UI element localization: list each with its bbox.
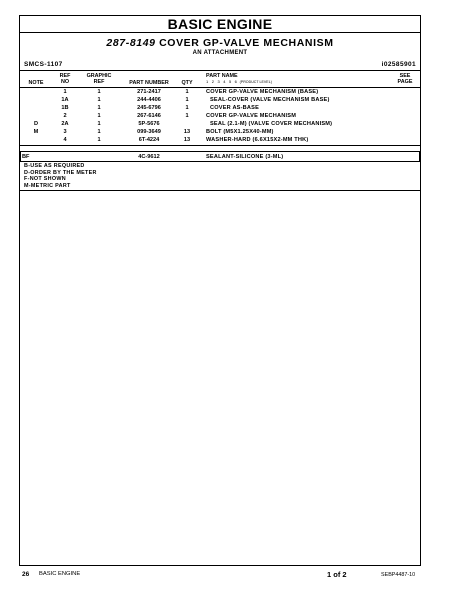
col-level-digits: 1 2 3 4 5 6 [206,79,239,84]
table-row [20,96,420,104]
col-see-line1: SEE [399,73,411,79]
col-see-line2: PAGE [397,79,413,85]
table-row [20,104,420,112]
row-qty: 1 [185,105,189,111]
row-part-name: BOLT (M5X1.25X40-MM) [206,129,274,135]
row-part-number: 099-3649 [137,129,161,135]
extra-row-part-number: 4C-9612 [138,154,160,160]
table-row [20,136,420,144]
row-qty: 1 [185,89,189,95]
row-ref: 1 [63,89,67,95]
extra-row-part-name: SEALANT-SILICONE (3-ML) [206,154,284,160]
row-ref: 2A [61,121,69,127]
footer-page-of: 1 of 2 [327,570,347,579]
col-qty: QTY [181,80,193,86]
illustration-id: i02585901 [381,61,416,68]
row-qty: 13 [183,129,191,135]
row-part-number: 267-6146 [137,113,161,119]
col-part-number: PART NUMBER [129,80,169,86]
row-ref: 3 [63,129,67,135]
row-part-number: 245-6796 [137,105,161,111]
row-part-number: 6T-4224 [138,137,160,143]
row-graphic: 1 [97,97,101,103]
row-part-name: COVER GP-VALVE MECHANISM [206,113,297,119]
row-graphic: 1 [97,89,101,95]
row-part-name: SEAL (2.1-M) (VALVE COVER MECHANISM) [210,121,333,127]
col-note: NOTE [28,80,44,86]
footer-doc-number: SEBP4487-10 [381,572,416,578]
extra-row-note: BF [22,154,30,160]
group-subtitle: AN ATTACHMENT [192,50,248,56]
row-part-name: COVER AS-BASE [210,105,260,111]
parts-list-frame [19,15,421,566]
rows-bottom-rule [20,145,420,146]
row-graphic: 1 [97,121,101,127]
smcs-code: SMCS-1107 [24,61,63,68]
col-ref-no-line1: REF [59,73,71,79]
group-part-number: 287-8149 [106,37,156,49]
row-part-number: 244-4406 [137,97,161,103]
row-qty: 1 [185,113,189,119]
table-row-extra [20,153,420,161]
row-part-name: SEAL-COVER (VALVE MECHANISM BASE) [210,97,330,103]
row-graphic: 1 [97,129,101,135]
row-ref: 4 [63,137,67,143]
group-title [20,37,420,49]
row-part-name: COVER GP-VALVE MECHANISM (BASE) [206,89,319,95]
row-note: D [33,121,39,127]
row-part-number: 271-2417 [137,89,161,95]
top-rule [20,70,420,71]
col-product-level: (PRODUCT LEVEL) [239,80,272,84]
col-graphic-line1: GRAPHIC [86,73,112,79]
section-header: BASIC ENGINE [20,16,420,33]
row-graphic: 1 [97,113,101,119]
col-graphic-ref [82,73,116,85]
table-row [20,128,420,136]
legend-item: M-METRIC PART [24,182,71,189]
footer-page-number: 26 [22,571,30,578]
legend-item: D-ORDER BY THE METER [24,169,97,176]
row-ref: 1A [61,97,69,103]
notes-legend [24,163,97,189]
table-row [20,112,420,120]
col-see-page [392,73,418,85]
col-ref-no [52,73,78,85]
row-ref: 1B [61,105,69,111]
legend-item: B-USE AS REQUIRED [24,163,85,169]
row-ref: 2 [63,113,67,119]
row-part-number: 5P-5676 [138,121,160,127]
row-qty: 13 [183,137,191,143]
col-part-name [206,73,272,85]
col-ref-no-line2: NO [60,79,70,85]
row-qty: 1 [185,97,189,103]
col-graphic-line2: REF [93,79,105,85]
row-note: M [33,129,39,135]
col-part-name-label: PART NAME [206,73,238,79]
row-graphic: 1 [97,137,101,143]
group-name: COVER GP-VALVE MECHANISM [159,37,334,49]
row-part-name: WASHER-HARD (6.6X15X2-MM THK) [206,137,309,143]
legend-rule [20,190,420,191]
table-row [20,120,420,128]
footer-section: BASIC ENGINE [39,571,81,577]
legend-item: F-NOT SHOWN [24,176,66,182]
row-graphic: 1 [97,105,101,111]
table-row [20,88,420,96]
